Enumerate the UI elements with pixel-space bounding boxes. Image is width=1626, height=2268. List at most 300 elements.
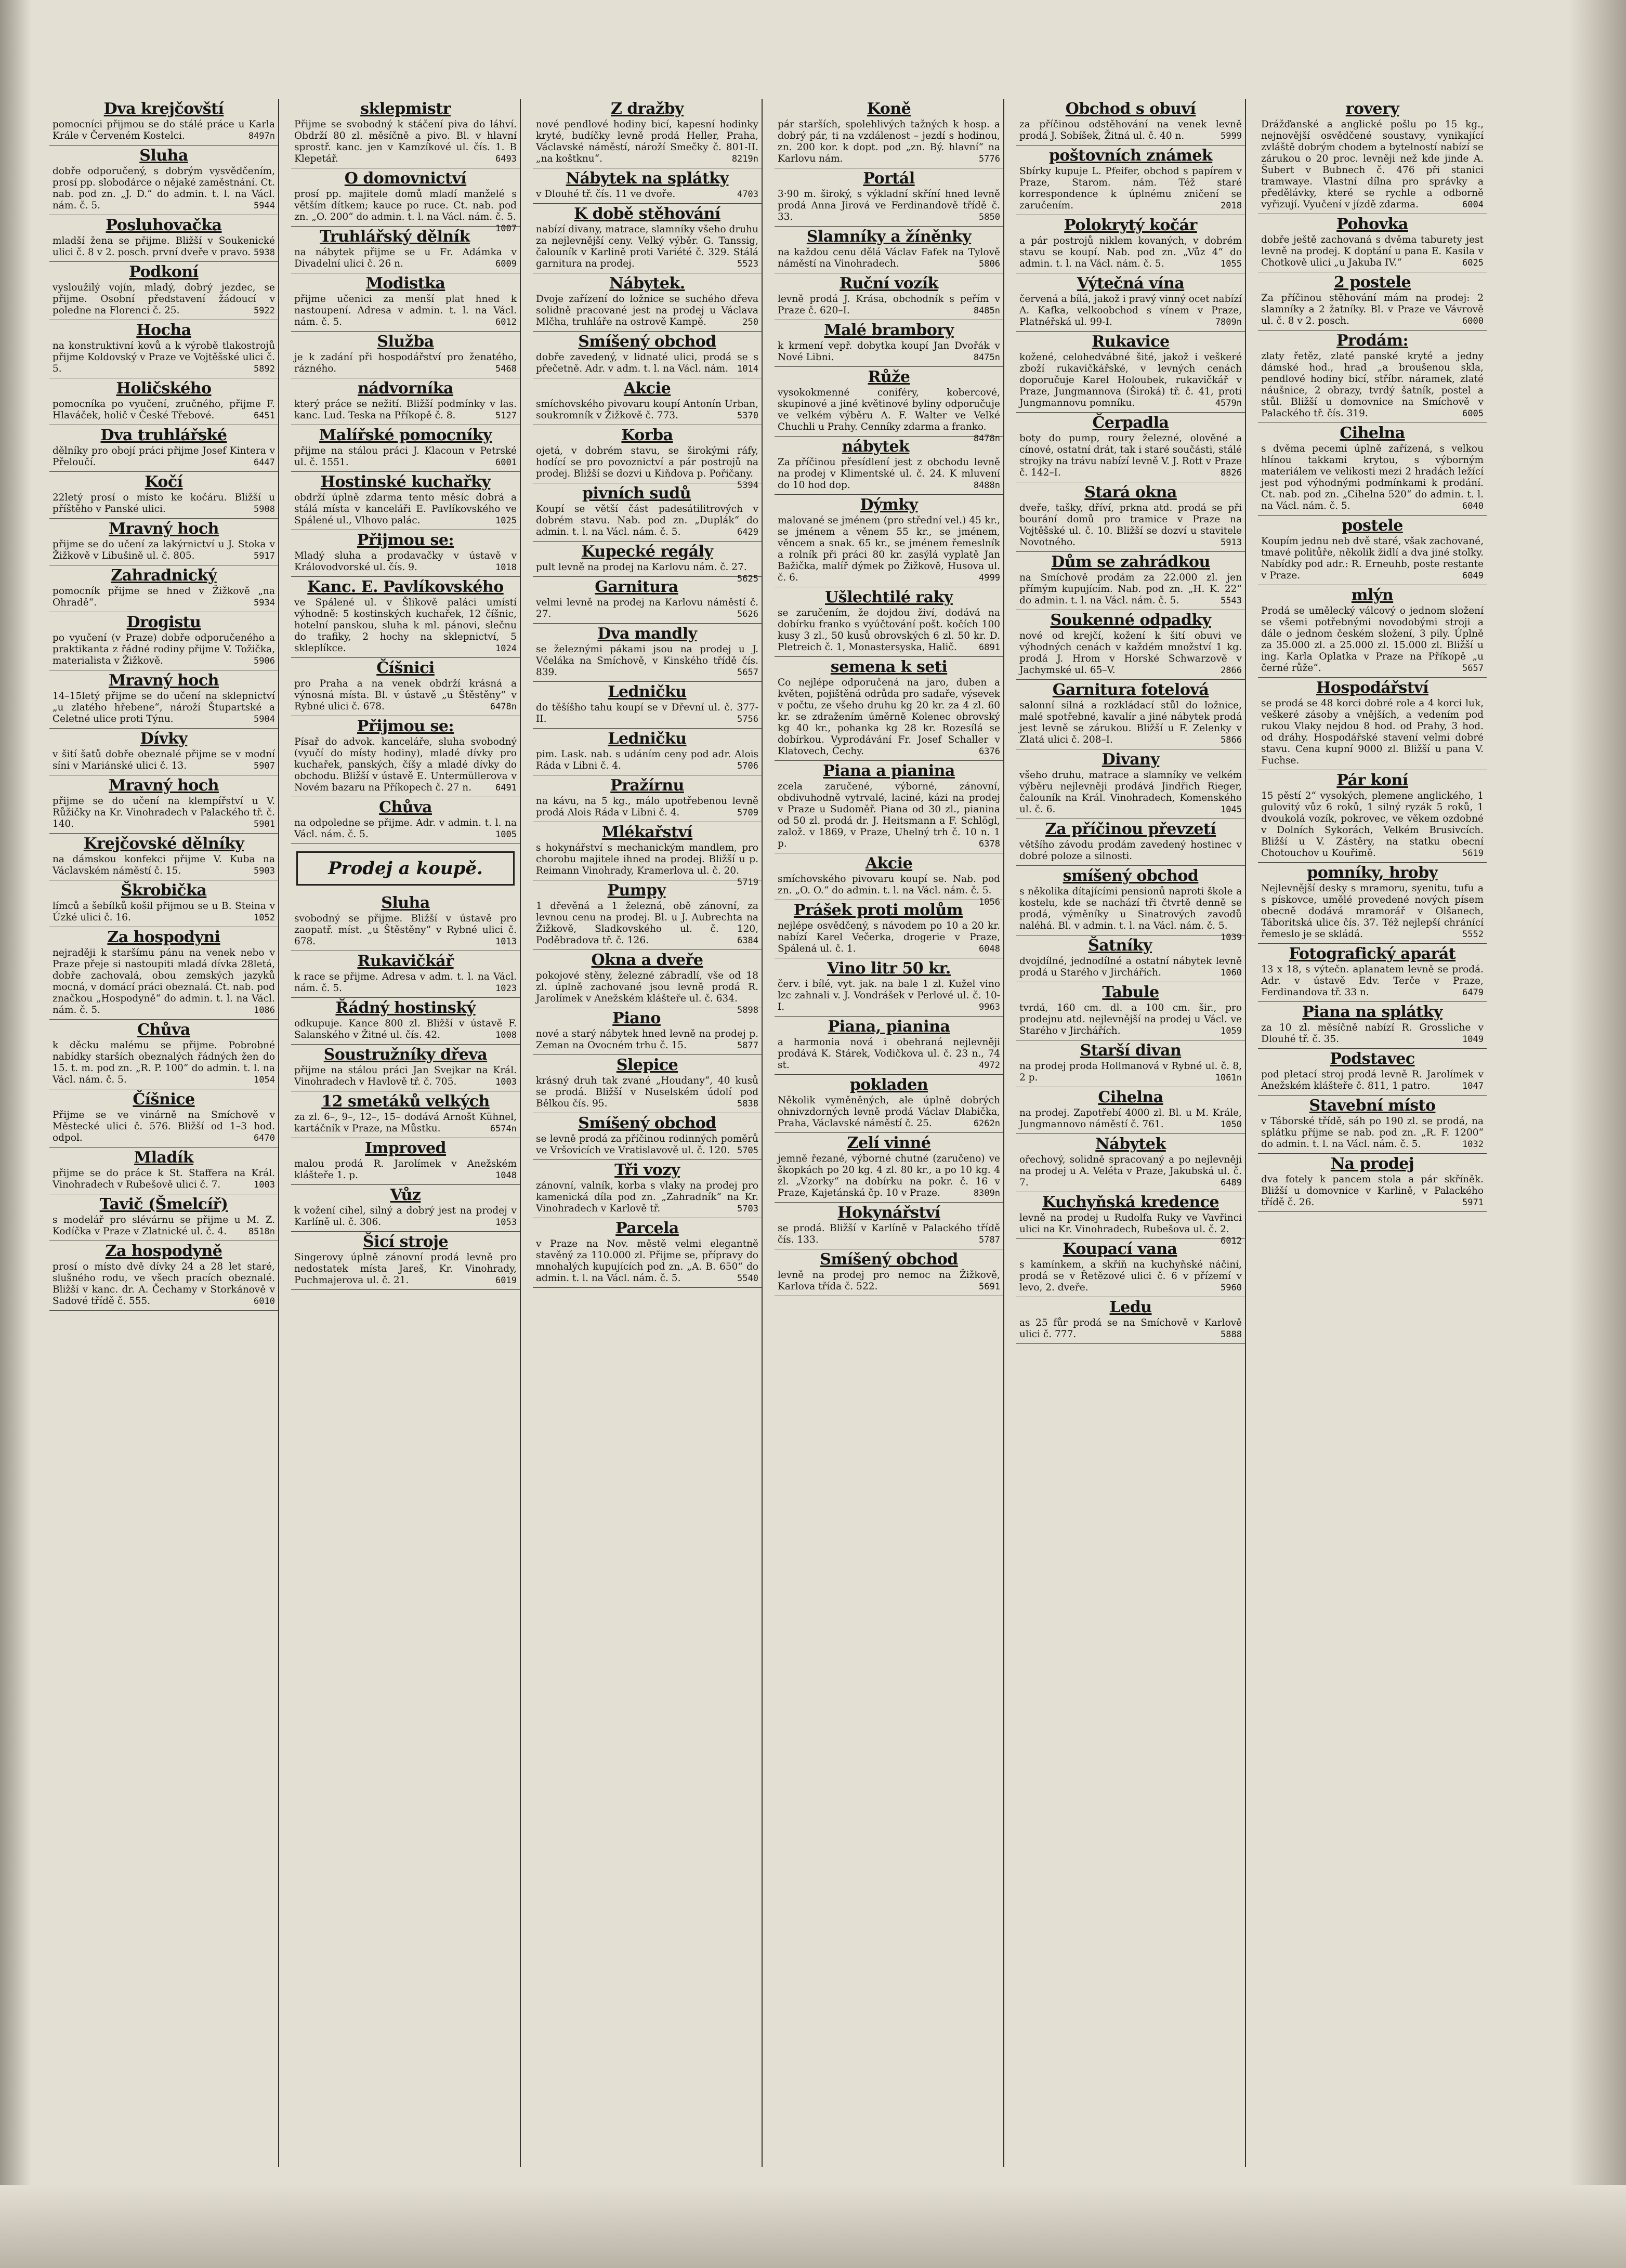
classified-ad — [291, 168, 520, 234]
ad-body: pár starších, spolehlivých tažných k hosp. a dobrý pár, ti na vzdálenost – jezdí s hodinou, zn. 200 kor. k dopt. pod „zn. Bý. hlavní“ na Karlovu nám. — [778, 119, 1000, 164]
ad-text — [536, 1028, 758, 1051]
ad-number: 5838 — [737, 1099, 758, 1109]
ad-number: 6000 — [1462, 316, 1484, 326]
ad-number: 5898 — [737, 1005, 758, 1016]
ad-text — [778, 189, 1000, 223]
ad-number: 6004 — [1462, 200, 1484, 210]
ad-title: Zelí vinné — [847, 1134, 931, 1152]
classified-page — [49, 99, 1500, 2167]
classified-ad — [533, 483, 762, 542]
ad-body: na prodej. Zapotřebí 4000 zl. Bl. u M. Krále, Jungmannovo náměstí č. 761. — [1019, 1107, 1242, 1130]
ad-body: levně na prodej pro nemoc na Žižkově, Karlova třída č. 522. — [778, 1270, 1000, 1292]
ad-body: Písař do advok. kanceláře, sluha svobodný (vyučí do místy hodiny), mladé dívky pro kuchařek, panských, číšy a mladé dívky do obchodu. Bližší v ústavě E. Untermüllerova v Novém bazaru na Příkopech č. 27 n. — [294, 736, 517, 793]
ad-body: s kamínkem, a skříň na kuchyňské náčiní, prodá se v Řetězové ulici č. 6 v přízemí v levo, 2. dveře. — [1019, 1259, 1242, 1293]
ad-number: 6005 — [1462, 408, 1484, 419]
classified-ad — [49, 146, 278, 215]
ad-body: 14–15letý přijme se do učení na sklepnictví „u zlatého hřebene“, nároží Štupartské a Celetné ulice proti Týnu. — [53, 691, 275, 724]
ad-title: Dva mandly — [597, 625, 697, 643]
ad-text — [1019, 1003, 1242, 1037]
ad-title: O domovnictví — [344, 169, 467, 188]
ad-number: 5625 — [737, 574, 758, 584]
ad-title: Fotografický aparát — [1289, 945, 1456, 963]
ad-body: dobře ještě zachovaná s dvěma taburety jest levně na prodej. K doptání u pana E. Kasila v Chotkově ulici „u Jakuba IV.“ — [1261, 234, 1484, 268]
ad-text — [778, 1037, 1000, 1071]
ad-title: Stará okna — [1084, 483, 1177, 502]
ad-body: na konstruktivní kovů a k výrobě tlakostrojů přijme Koldovský v Praze ve Vojtěšské ulici č. 5. — [53, 340, 275, 374]
ad-title: Pár koní — [1336, 771, 1408, 789]
ad-title: Korba — [621, 426, 673, 444]
classified-ad — [291, 577, 520, 658]
page-shadow-left — [0, 0, 31, 2268]
ad-text — [1019, 119, 1242, 142]
classified-ad — [49, 1194, 278, 1241]
classified-ad — [775, 657, 1003, 761]
ad-title: Na prodej — [1330, 1155, 1414, 1173]
ad-body: Sbírky kupuje L. Pfeifer, obchod s papírem v Praze, Starom. nám. Též staré korrespondence k úplnému zničení se zaručením. — [1019, 166, 1242, 211]
ad-body: přijme se do práce k St. Staffera na Král. Vinohradech v Rubešově ulici č. 7. — [53, 1168, 275, 1190]
ad-text — [1019, 572, 1242, 606]
ad-number: 6451 — [254, 411, 275, 421]
classified-ad — [1016, 749, 1245, 819]
ad-title: Prodám: — [1336, 332, 1409, 350]
classified-ad — [291, 1138, 520, 1185]
classified-ad — [49, 927, 278, 1020]
ad-number: 1007 — [495, 223, 517, 234]
classified-ad — [533, 880, 762, 950]
ad-title: rovery — [1345, 100, 1399, 118]
classified-ad — [533, 822, 762, 888]
ad-text — [1261, 1069, 1484, 1092]
ad-number: 8219n — [731, 154, 758, 164]
classified-ad — [291, 227, 520, 273]
ad-body: dveře, tašky, dříví, prkna atd. prodá se při bourání domů pro tramice v Praze na Vojtěšské ul. č. 10. Bližší se dozví u stavitele Novotného. — [1019, 503, 1242, 548]
ad-text — [536, 842, 758, 888]
ad-title: Smíšený obchod — [578, 1114, 716, 1132]
classified-ad — [49, 215, 278, 262]
classified-ad — [1016, 215, 1245, 273]
ad-title: Mlékařství — [601, 823, 693, 841]
classified-ad — [291, 1045, 520, 1091]
ad-title: Polokrytý kočár — [1064, 216, 1197, 234]
ad-body: za zl. 6–, 9–, 12–, 15– dodává Arnošt Kühnel, kartáčník v Praze, na Můstku. — [294, 1112, 517, 1134]
ad-number: 5922 — [254, 306, 275, 316]
ad-number: 6012 — [495, 317, 517, 327]
classified-ad — [49, 1020, 278, 1089]
ad-body: a harmonia nová i obehraná nejlevněji prodává K. Stárek, Vodičkova ul. č. 23 n., 74 st. — [778, 1037, 1000, 1071]
ad-title: Mravný hoch — [109, 776, 219, 795]
ad-title: semena k seti — [830, 658, 948, 676]
ad-text — [1261, 293, 1484, 327]
ad-column — [775, 99, 1004, 2167]
ad-text — [1261, 883, 1484, 940]
ad-body: se levně prodá za příčinou rodinných poměrů ve Vršovicích ve Vratislavově ul. č. 120. — [536, 1133, 758, 1156]
ad-body: dva fotely k pancem stola a pár skříněk. Bližší u domovnice v Karlině, v Palackého třídě č. 26. — [1261, 1174, 1484, 1208]
ad-title: Obchod s obuví — [1065, 100, 1196, 118]
classified-ad — [1258, 423, 1487, 516]
ad-number: 1024 — [495, 643, 517, 654]
ad-title: Kupecké regály — [581, 543, 713, 561]
ad-text — [778, 874, 1000, 907]
ad-body: zcela zaručené, výborné, zánovní, obdivuhodně vytrvalé, laciné, kázi na prodej v Praze u Sudoměř. Piana od 30 zl., pianina od 50 zl. prodá dr. J. Heitsmann a F. Schlögl, založ. v 1869, v Praze, Uhelný trh č. 10 n. 1 p. — [778, 781, 1000, 849]
ad-title: Zahradnický — [111, 566, 217, 585]
ad-body: k děcku malému se přijme. Pobrobné nabídky starších obeznalých řádných žen do 15. t. m. pod zn. „R. P. 100“ do admin. t. l. na Václ. nám. č. 5. — [53, 1040, 275, 1085]
classified-ad — [533, 682, 762, 729]
ad-title: Ušlechtilé raky — [825, 588, 953, 606]
ad-number: 5691 — [979, 1282, 1000, 1292]
ad-text — [1261, 1116, 1484, 1150]
ad-title: Modistka — [365, 274, 445, 293]
ad-body: vysokokmenné coniféry, kobercové, skupinové a jiné květinové byliny odporučuje ve velkém výběru A. F. Walter ve Velké Chuchli u Prahy. Cenníky zdarma a franko. — [778, 387, 1000, 432]
ad-text — [778, 294, 1000, 317]
classified-ad — [49, 729, 278, 775]
ad-column — [291, 99, 521, 2167]
ad-title: Dva truhlářské — [100, 426, 227, 444]
ad-title: Tři vozy — [614, 1161, 680, 1179]
ad-text — [294, 1112, 517, 1135]
ad-text — [778, 1153, 1000, 1199]
ad-number: 5901 — [254, 819, 275, 829]
ad-number: 6493 — [495, 154, 517, 164]
ad-body: Prodá se umělecký válcový o jednom složení se všemi potřebnými novodobými stroji a dále o jednom českém složení, 3 pily. Úplně za 35.000 zl. a 25.000 zl. 15.000 zl. Bližší u ing. Karla Oplatka v Praze na Příkopě „u černé růže“. — [1261, 605, 1484, 674]
classified-ad — [291, 658, 520, 716]
classified-ad — [1016, 866, 1245, 943]
ad-body: salonní silná a rozkládací stůl do ložnice, malé spotřebné, kavalír a jiné nábytek prodá jest levně se zárukou. Bližší u F. Zelenky v Zlatá ulici č. 208–I. — [1019, 700, 1242, 745]
ad-text — [1019, 1061, 1242, 1084]
ad-title: Řádný hostinský — [335, 999, 476, 1017]
ad-title: Dva krejčovští — [103, 100, 224, 118]
ad-text — [536, 1075, 758, 1110]
ad-body: Co nejlépe odporučená na jaro, duben a květen, pojištěná odrůda pro sadaře, výsevek v počtu, ze všeho druhu kg 20 kr. za 4 zl. 60 kr. se zdražením úměrně Kolenec obrovský kg 40 kr., pohanka kg 28 kr. Rozesílá se dobírkou. Vyprodávání Fr. Josef Schaller v Klatovech, Čechy. — [778, 677, 1000, 757]
ad-title: Šicí stroje — [362, 1233, 449, 1251]
ad-number: 5719 — [737, 877, 758, 888]
classified-ad — [49, 880, 278, 927]
ad-number: 5756 — [737, 714, 758, 724]
ad-body: se prodá. Bližší v Karlíně v Palackého třídě čís. 133. — [778, 1223, 1000, 1245]
classified-ad — [1258, 863, 1487, 944]
ad-number: 6891 — [979, 642, 1000, 653]
ad-title: Mravný hoch — [109, 520, 219, 538]
ad-body: přijme na stálou práci Jan Svejkar na Král. Vinohradech v Havlově tř. č. 705. — [294, 1065, 517, 1087]
ad-text — [536, 644, 758, 678]
ad-column — [533, 99, 763, 2167]
ad-body: dělníky pro obojí práci přijme Josef Kintera v Přeloučí. — [53, 445, 275, 468]
ad-title: Holičského — [116, 379, 212, 398]
ad-number: 1003 — [495, 1077, 517, 1087]
ad-body: prosí pp. majitele domů mladí manželé s větším dítkem; kauce po ruce. Ct. nab. pod zn. „O. 200“ do admin. t. l. na Václ. nám. č. 5. — [294, 189, 517, 222]
ad-text — [294, 678, 517, 713]
ad-body: do těšíšho tahu koupí se v Dřevní ul. č. 377-II. — [536, 702, 758, 724]
ad-number: 8497n — [248, 131, 275, 141]
ad-body: mladší žena se přijme. Bližší v Soukenické ulici č. 8 v 2. posch. první dveře v pravo. — [53, 235, 275, 258]
ad-title: Nábytek — [1095, 1135, 1166, 1153]
ad-number: 7809n — [1215, 317, 1242, 327]
ad-number: 1005 — [495, 829, 517, 840]
ad-title: Výtečná vína — [1077, 274, 1185, 293]
ad-body: 3·90 m. široký, s výkladní skříní hned levně prodá Anna Jirová ve Ferdinandově třídě č. 33. — [778, 189, 1000, 222]
ad-body: na kávu, na 5 kg., málo upotřebenou levně prodá Alois Ráda v Libni č. 4. — [536, 796, 758, 818]
ad-number: 5904 — [254, 714, 275, 724]
section-banner: Prodej a koupě. — [296, 851, 515, 886]
classified-ad — [1258, 99, 1487, 214]
classified-ad — [1016, 935, 1245, 982]
ad-body: k vožení cihel, silný a dobrý jest na prodej v Karlíně ul. č. 306. — [294, 1205, 517, 1228]
ad-number: 5657 — [1462, 663, 1484, 674]
classified-ad — [1258, 678, 1487, 770]
ad-title: Piano — [612, 1009, 661, 1027]
ad-text — [536, 504, 758, 538]
ad-body: Dvoje zařízení do ložnice se suchého dřeva solidně pracované jest na prodej u Václava Mlčha, truhláře na ostrově Kampě. — [536, 294, 758, 327]
ad-title: Ledničku — [608, 730, 687, 748]
ad-number: 6470 — [254, 1133, 275, 1143]
classified-ad — [1258, 770, 1487, 863]
ad-text — [536, 562, 758, 584]
ad-body: je k zadání při hospodářství pro ženatého, rázného. — [294, 352, 517, 374]
ad-number: 6049 — [1462, 571, 1484, 581]
ad-body: Drážďanské a anglické pošlu po 15 kg., nejnovější osvědčené soustavy, vynikající zvláště dobrým chodem a bytelností nabízí se zárukou o 20 proc. levněji než kde jinde A. Šubert v Bubnech č. 476 při stanici tramwaye. Vlastní dílna pro správky a předělávky, které se rychle a odborně vyřizují. Vyučení v jízdě zdarma. — [1261, 119, 1484, 210]
ad-text — [536, 970, 758, 1016]
classified-ad — [1258, 1002, 1487, 1049]
ad-text — [53, 282, 275, 317]
ad-text — [294, 971, 517, 994]
ad-number: 6491 — [495, 783, 517, 793]
ad-body: boty do pump, roury železné, olověné a cínové, ostatní drát, tak i staré součásti, stálé strojky na trávu nabízí levně V. J. Rott v Praze č. 142–I. — [1019, 433, 1242, 478]
ad-text — [53, 166, 275, 212]
ad-title: Rukavičkář — [357, 952, 454, 970]
ad-number: 5934 — [254, 598, 275, 608]
ad-title: Stavební místo — [1309, 1097, 1436, 1115]
ad-text — [53, 1168, 275, 1191]
ad-title: Ledničku — [608, 683, 687, 701]
classified-ad — [533, 273, 762, 332]
ad-body: nejlépe osvědčený, s návodem po 10 a 20 kr. nabízí Karel Večerka, drogerie v Praze, Spálená ul. č. 1. — [778, 920, 1000, 954]
ad-body: vysloužilý vojín, mladý, dobrý jezdec, se přijme. Osobní představení žádoucí v poledne na Florenci č. 25. — [53, 282, 275, 316]
ad-number: 5657 — [737, 667, 758, 678]
classified-ad — [1016, 482, 1245, 552]
ad-body: ojetá, v dobrém stavu, se širokými ráfy, hodící se pro povoznictví a pár postrojů na prodej. Bližší se dozvi u Kiňdova p. Pořičany. — [536, 445, 758, 479]
ad-body: ořechový, solidně spracovaný a po nejlevněji na prodej u A. Veléta v Praze, Jakubská ul. č. 7. — [1019, 1154, 1242, 1188]
classified-ad — [291, 998, 520, 1045]
ad-title: Kuchyňská kredence — [1042, 1193, 1219, 1211]
ad-body: po vyučení (v Praze) dobře odporučeného a praktikanta z řádné rodiny přijme V. Tožička, materialista v Žižkově. — [53, 632, 275, 666]
ad-number: 5888 — [1221, 1329, 1242, 1340]
classified-ad — [49, 565, 278, 612]
ad-number: 5806 — [979, 259, 1000, 269]
ad-number: 2866 — [1221, 665, 1242, 676]
ad-title: Z dražby — [610, 100, 684, 118]
ad-body: v Táborské třídě, sáh po 190 zl. se prodá, na splátku příjme se nab. pod zn. „R. F. 1200“ do admin. t. l. na Václ. nám. č. 5. — [1261, 1116, 1484, 1150]
classified-ad — [533, 168, 762, 204]
classified-ad — [49, 472, 278, 519]
ad-number: 6376 — [979, 746, 1000, 757]
ad-number: 5907 — [254, 761, 275, 771]
ad-title: Škrobička — [121, 881, 207, 900]
ad-body: přijme na stálou práci J. Klacoun v Petrské ul. č. 1551. — [294, 445, 517, 468]
ad-title: Kanc. E. Pavlíkovského — [307, 578, 504, 596]
ad-number: 4579n — [1215, 398, 1242, 408]
ad-text — [536, 1238, 758, 1284]
classified-ad — [291, 716, 520, 797]
ad-text — [1261, 790, 1484, 859]
ad-number: 5706 — [737, 761, 758, 771]
ad-number: 5370 — [737, 411, 758, 421]
ad-title: Rukavice — [1092, 333, 1170, 351]
ad-text — [1261, 698, 1484, 767]
ad-text — [1019, 630, 1242, 676]
ad-title: Pumpy — [607, 881, 666, 900]
ad-number: 8309n — [973, 1188, 1000, 1198]
classified-ad — [49, 99, 278, 146]
ad-body: obdrží úplně zdarma tento měsíc dobrá a stálá místa v kanceláři E. Pavlíkovského ve Spálené ul., Vlhovo palác. — [294, 492, 517, 526]
ad-text — [536, 1133, 758, 1156]
ad-body: límců a šebílků košil přijmou se u B. Steina v Úzké ulici č. 16. — [53, 901, 275, 923]
ad-body: pokojové stěny, železné zábradlí, vše od 18 zl. úplně zachované jsou levně prodá R. Jarolímek v Anežském klášteře ul. č. 634. — [536, 970, 758, 1004]
ad-body: se železnými pákami jsou na prodej u J. Včeláka na Smíchově, v Kinského třídě čís. 839. — [536, 644, 758, 678]
ad-number: 5866 — [1221, 735, 1242, 745]
classified-ad — [775, 168, 1003, 227]
ad-title: Slamníky a žíněnky — [806, 228, 972, 246]
ad-text — [53, 399, 275, 421]
ad-number: 1054 — [254, 1075, 275, 1085]
ad-title: Vino litr 50 kr. — [827, 959, 951, 978]
ad-body: na nábytek přijme se u Fr. Adámka v Divadelní ulici č. 26 n. — [294, 247, 517, 269]
ad-text — [1019, 770, 1242, 815]
ad-text — [53, 632, 275, 667]
ad-body: as 25 fůr prodá se na Smíchově v Karlově ulici č. 777. — [1019, 1317, 1242, 1340]
classified-ad — [775, 1203, 1003, 1249]
ad-title: Cihelna — [1340, 424, 1405, 442]
ad-title: Dýmky — [860, 496, 918, 514]
classified-ad — [291, 951, 520, 998]
ad-title: Soustružníky dřeva — [323, 1046, 488, 1064]
ad-text — [294, 736, 517, 794]
ad-title: Starší divan — [1080, 1041, 1182, 1060]
classified-ad — [775, 99, 1003, 168]
classified-ad — [533, 378, 762, 425]
ad-text — [53, 854, 275, 877]
ad-title: Tavič (Šmelcíř) — [99, 1195, 228, 1214]
ad-body: přijme učenici za menší plat hned k nastoupení. Adresa v admin. t. l. na Václ. nám. č. 5. — [294, 294, 517, 327]
ad-text — [294, 445, 517, 468]
classified-ad — [1016, 982, 1245, 1040]
ad-number: 8826 — [1221, 468, 1242, 478]
classified-ad — [533, 950, 762, 1016]
ad-body: na prodej proda Hollmanová v Rybné ul. č. 8, 2 p. — [1019, 1061, 1242, 1083]
ad-title: pivních sudů — [582, 484, 691, 503]
ad-title: Smíšený obchod — [578, 333, 716, 351]
ad-number: 5543 — [1221, 596, 1242, 606]
ad-text — [1019, 839, 1242, 862]
classified-ad — [1016, 1134, 1245, 1192]
ad-body: s hokynářství s mechanickým mandlem, pro chorobu majitele ihned na prodej. Bližší u p. Reimann Vinohrady, Kramerlova ul. č. 20. — [536, 842, 758, 876]
classified-ad — [1016, 1239, 1245, 1297]
classified-ad — [291, 530, 520, 577]
ad-text — [778, 781, 1000, 850]
ad-number: 6019 — [495, 1275, 517, 1286]
classified-ad — [533, 99, 762, 168]
ad-title: postele — [1342, 517, 1403, 535]
ad-text — [778, 340, 1000, 363]
ad-body: pro Praha a na venek obdrží krásná a výnosná místa. Bl. v ústavě „u Štěstěny“ v Rybné ulici č. 678. — [294, 678, 517, 712]
classified-ad — [1016, 1087, 1245, 1134]
classified-ad — [1258, 1154, 1487, 1212]
ad-body: dobře odporučený, s dobrým vysvědčením, prosí pp. slobodárce o nějaké zaměstnání. Ct. nab. pod zn. „J. D.“ do admin. t. l. na Václ. nám. č. 5. — [53, 166, 275, 211]
ad-title: Sluha — [381, 894, 430, 912]
ad-text — [294, 1205, 517, 1228]
ad-title: Truhlářský dělník — [320, 228, 470, 246]
ad-column — [49, 99, 279, 2167]
ad-text — [778, 515, 1000, 584]
ad-number: 6025 — [1462, 258, 1484, 268]
classified-ad — [775, 437, 1003, 495]
ad-title: Nábytek na splátky — [566, 169, 729, 188]
ad-number: 5877 — [737, 1040, 758, 1051]
ad-text — [536, 702, 758, 725]
classified-ad — [291, 378, 520, 425]
ad-title: poštovních známek — [1048, 147, 1213, 165]
ad-title: Dívky — [140, 730, 188, 748]
ad-number: 1039 — [1221, 932, 1242, 943]
classified-ad — [1258, 1096, 1487, 1154]
ad-number: 5468 — [495, 364, 517, 374]
ad-number: 6012 — [1221, 1236, 1242, 1246]
ad-text — [1019, 1154, 1242, 1189]
ad-number: 5626 — [737, 609, 758, 619]
ad-text — [778, 677, 1000, 757]
ad-text — [294, 1065, 517, 1088]
ad-text — [778, 920, 1000, 955]
classified-ad — [291, 797, 520, 844]
classified-ad — [1016, 1297, 1245, 1344]
classified-ad — [533, 729, 762, 775]
ad-title: Nábytek. — [609, 274, 685, 293]
ad-text — [53, 340, 275, 375]
ad-title: Garnitura fotelová — [1052, 681, 1209, 699]
ad-body: většího závodu prodám zavedený hostinec v dobré poloze a silnosti. — [1019, 839, 1242, 862]
ad-number: 5787 — [979, 1235, 1000, 1245]
ad-number: 5705 — [737, 1145, 758, 1156]
ad-title: Přijmou se: — [357, 531, 454, 549]
classified-ad — [775, 761, 1003, 853]
classified-ad — [1258, 1049, 1487, 1096]
ad-number: 4999 — [979, 573, 1000, 583]
classified-ad — [1258, 944, 1487, 1002]
classified-ad — [291, 1232, 520, 1290]
classified-ad — [291, 273, 520, 332]
ad-number: 6262n — [973, 1118, 1000, 1129]
ad-text — [294, 294, 517, 328]
ad-body: Mladý sluha a prodavačky v ústavě v Královodvorské ul. čís. 9. — [294, 550, 517, 573]
ad-number: 1008 — [495, 1030, 517, 1040]
ad-number: 6479 — [1462, 987, 1484, 998]
ad-number: 5619 — [1462, 848, 1484, 859]
ad-text — [1261, 234, 1484, 269]
ad-text — [536, 597, 758, 620]
classified-ad — [291, 332, 520, 378]
ad-title: Pohovka — [1336, 215, 1408, 233]
ad-title: Dům se zahrádkou — [1051, 553, 1210, 571]
ad-text — [536, 189, 758, 200]
ad-number: 1050 — [1221, 1119, 1242, 1130]
classified-ad — [49, 519, 278, 565]
ad-body: 15 pěstí 2“ vysokých, plemene anglického, 1 gulovitý vůz 6 roků, 1 silný ryzák 5 roků, 1 dvoukolá vozík, pokrovec, ve věkem ozdobné v Dolních Sykorách, Velkém Brusivcích. Bližší u V. Zástěry, na statku obecní Chotouchov u Kouřimě. — [1261, 790, 1484, 859]
ad-text — [778, 608, 1000, 653]
ad-body: pomocník přijme se hned v Žižkově „na Ohradě“. — [53, 586, 275, 608]
ad-text — [1261, 443, 1484, 512]
ad-text — [536, 749, 758, 772]
ad-number: 5850 — [979, 212, 1000, 222]
ad-text — [1019, 700, 1242, 746]
classified-ad — [775, 587, 1003, 657]
